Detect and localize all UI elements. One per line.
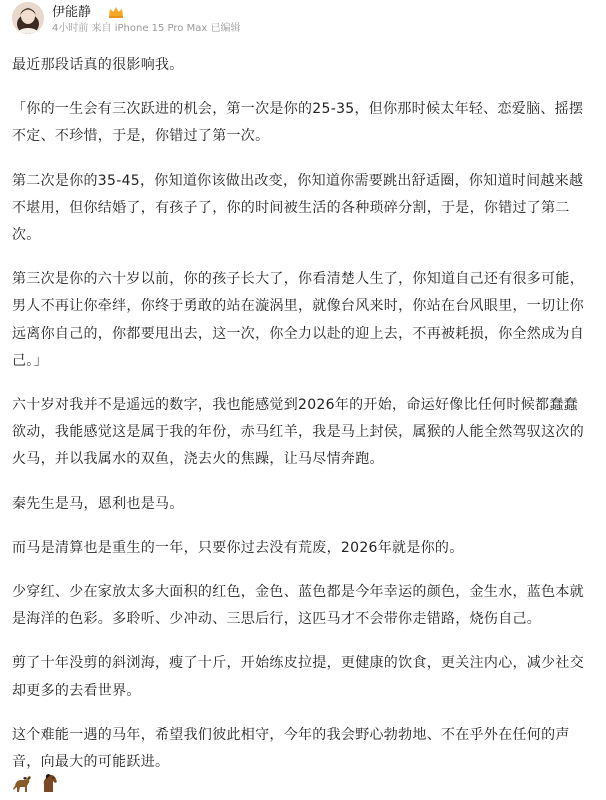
- horse-emoji-icon: [38, 772, 60, 794]
- user-name[interactable]: 伊能静: [52, 5, 92, 20]
- paragraph-10: 这个难能一遇的马年，希望我们彼此相守，今年的我会野心勃勃地、不在乎外在任何的声音，向最大的可能跃进。: [12, 726, 570, 771]
- paragraph-4: 第三次是你的六十岁以前，你的孩子长大了，你看清楚人生了，你知道自己还有很多可能，男人不再让你牵绊，你终于勇敢的站在漩涡里，就像台风来时，你站在台风眼里，一切让你远离你自己的，你都要甩出去，这一次，你全力以赴的迎上去，不再被耗损，你全然成为自己。」: [12, 271, 584, 369]
- post-meta: 4小时前 来自 iPhone 15 Pro Max 已编辑: [52, 23, 241, 34]
- user-avatar-icon: [12, 2, 44, 34]
- avatar[interactable]: [12, 2, 44, 34]
- paragraph-8: 少穿红、少在家放太多大面积的红色，金色、蓝色都是今年幸运的颜色，金生水，蓝色本就是海洋的色彩。多聆听、少冲动、三思后行，这匹马才不会带你走错路，烧伤自己。: [12, 584, 584, 628]
- crown-icon: [108, 6, 124, 18]
- post-body: [12, 52, 587, 776]
- emoji-row: [12, 772, 60, 794]
- paragraph-2: 「你的一生会有三次跃进的机会，第一次是你的25-35，但你那时候太年轻、恋爱脑、摇摆不定、不珍惜，于是，你错过了第一次。: [12, 101, 584, 145]
- paragraph-6: 秦先生是马，恩利也是马。: [12, 495, 184, 512]
- post-header: [12, 0, 602, 44]
- paragraph-5: 六十岁对我并不是遥远的数字，我也能感觉到2026年的开始，命运好像比任何时候都蠢蠢欲动，我能感觉这是属于我的年份，赤马红羊，我是马上封侯，属猴的人能全然驾驭这次的火马，并以我属水的双鱼，浇去火的焦躁，让马尽情奔跑。: [12, 397, 584, 468]
- paragraph-9: 剪了十年没剪的斜浏海，瘦了十斤，开始练皮拉提，更健康的饮食，更关注内心，减少社交却更多的去看世界。: [12, 655, 584, 699]
- paragraph-3: 第二次是你的35-45，你知道你该做出改变，你知道你需要跳出舒适圈，你知道时间越来越不堪用，但你结婚了，有孩子了，你的时间被生活的各种琐碎分割，于是，你错过了第二次。: [12, 172, 584, 244]
- paragraph-1: 最近那段话真的很影响我。: [12, 57, 184, 73]
- paragraph-7: 而马是清算也是重生的一年，只要你过去没有荒废，2026年就是你的。: [12, 539, 464, 556]
- horse-emoji-icon: [12, 772, 34, 794]
